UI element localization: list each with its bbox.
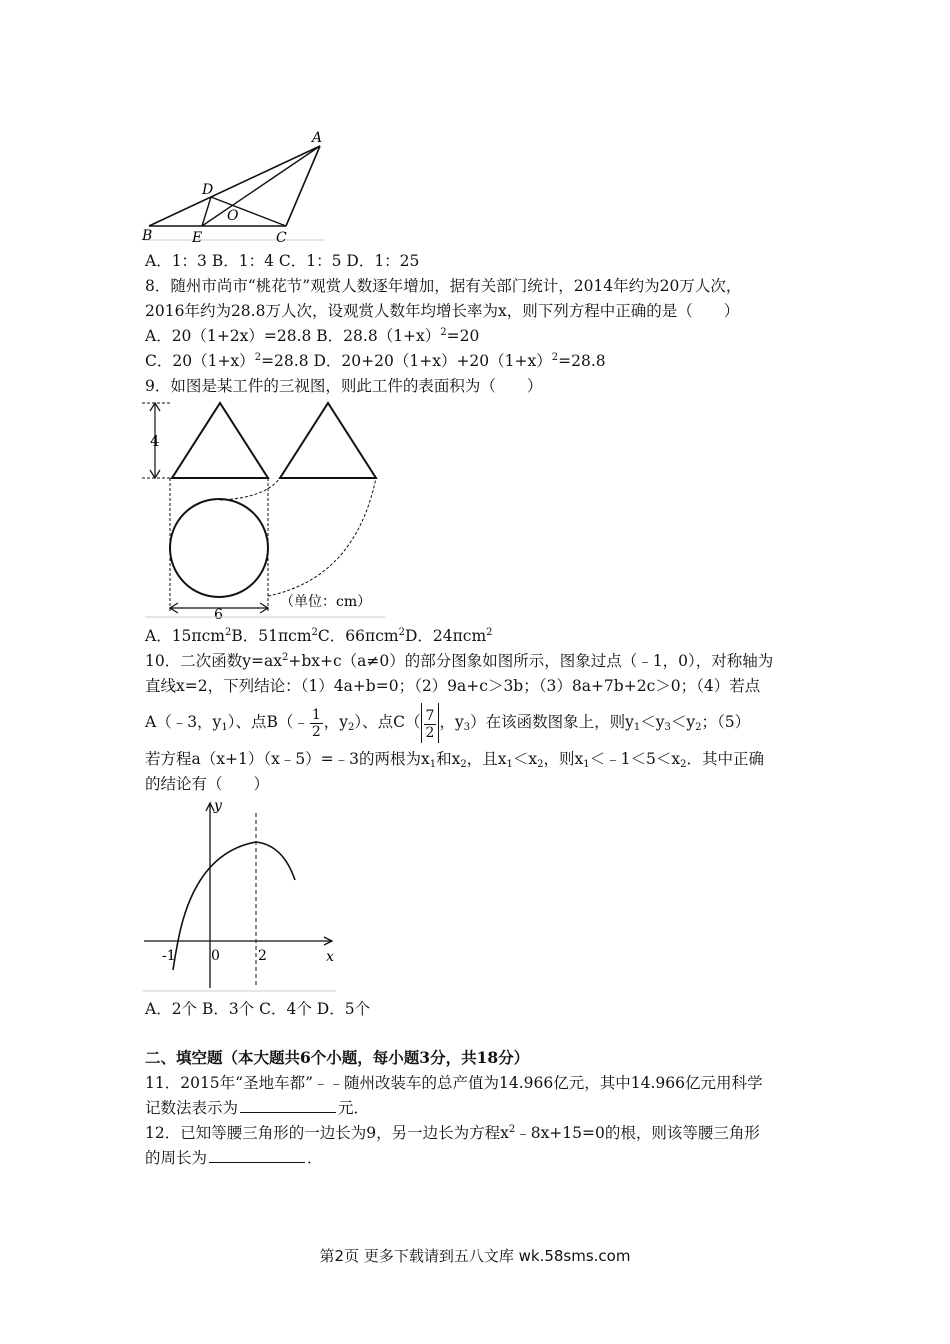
q12-answer-blank[interactable] bbox=[209, 1148, 305, 1163]
q10-parabola-figure bbox=[140, 798, 340, 994]
q8-stem-line1: 8．随州市尚市“桃花节”观赏人数逐年增加，据有关部门统计，2014年约为20万人次， bbox=[145, 277, 742, 295]
fraction-seven-halves: $\frac{7}{2}$ bbox=[425, 707, 435, 741]
q11-answer-blank[interactable] bbox=[240, 1098, 336, 1113]
q10-stem-line1: 10．二次函数$y=ax^2+bx+c(a\ne 0)$的部分图象如图所示，图象过点（﹣1，0），对称轴为 bbox=[145, 652, 774, 670]
axis-x-label: x bbox=[326, 949, 334, 965]
q12-stem-line2: 的周长为 ． bbox=[145, 1149, 323, 1167]
q10-stem-line2: 直线x=2，下列结论：（1）4a+b=0；（2）9a+c＞3b；（3）8a+7b+2c＞0；（4）若点 bbox=[145, 677, 761, 695]
q8-stem-line2: 2016年约为28.8万人次，设观赏人数年均增长率为x，则下列方程中正确的是（ ） bbox=[145, 302, 740, 320]
q10-stem-line3: A（﹣3，$y_1$）、点B（﹣ $\frac{1}{2}$ ，$y_2$）、点C（ $\frac{7}{2}$ ，$y_3$）在该函数图象上，则$y_1<y_3<y_2$；（5） bbox=[145, 702, 750, 743]
tick-zero: 0 bbox=[211, 948, 220, 964]
label-o: O bbox=[227, 208, 239, 224]
q12-stem-line1: 12．已知等腰三角形的一边长为9，另一边长为方程$x^2﹣8x+15=0$的根，则该等腰三角形 bbox=[145, 1124, 760, 1142]
q10-stem-line5: 的结论有（ ） bbox=[145, 775, 270, 793]
q10-stem-line4: 若方程a（x+1）（x﹣5）=﹣3的两根为$x_1$和$x_2$，且$x_1<x_2$，则$x_1<﹣1<5<x_2$．其中正确 bbox=[145, 750, 765, 770]
q7-options: A．1：3 B．1：4 C．1：5 D．1：25 bbox=[145, 252, 420, 270]
q8-options-cd: C．$20(1+x)^2=28.8$ D．$20+20(1+x)+20(1+x)^2=28.8$ bbox=[145, 352, 606, 370]
label-c: C bbox=[276, 230, 287, 246]
q10-options: A．2个 B．3个 C．4个 D．5个 bbox=[145, 1000, 371, 1018]
q9-options: A．15πcm$^2$B．51πcm$^2$C．66πcm$^2$D．24πcm$^2$ bbox=[145, 627, 493, 645]
q7-triangle-figure bbox=[140, 128, 330, 246]
q9-stem: 9．如图是某工件的三视图，则此工件的表面积为（ ） bbox=[145, 377, 543, 395]
axis-y-label: y bbox=[214, 798, 222, 814]
unit-label: （单位：cm） bbox=[280, 594, 372, 610]
fraction-one-half: $\frac{1}{2}$ bbox=[311, 706, 321, 740]
q9-three-view-figure bbox=[140, 398, 390, 620]
q8-options-ab: A．20（1+2x）=28.8 B．$28.8(1+x)^2=20$ bbox=[145, 327, 480, 345]
q11-stem-line2: 记数法表示为 元． bbox=[145, 1099, 370, 1117]
label-d: D bbox=[202, 182, 214, 198]
label-b: B bbox=[142, 228, 153, 244]
section-heading: 二、填空题（本大题共6个小题，每小题3分，共18分） bbox=[145, 1048, 530, 1067]
page-footer: 第2页 更多下载请到五八文库 wk.58sms.com bbox=[319, 1247, 631, 1265]
tick-two: 2 bbox=[258, 948, 267, 964]
dim-height: 4 bbox=[150, 432, 160, 450]
label-a: A bbox=[312, 130, 323, 146]
q11-stem-line1: 11．2015年“圣地车都”﹣﹣随州改装车的总产值为14.966亿元，其中14.966亿元用科学 bbox=[145, 1074, 763, 1092]
label-e: E bbox=[192, 230, 203, 246]
tick-minus-one: -1 bbox=[162, 948, 176, 964]
dim-width: 6 bbox=[214, 607, 223, 620]
